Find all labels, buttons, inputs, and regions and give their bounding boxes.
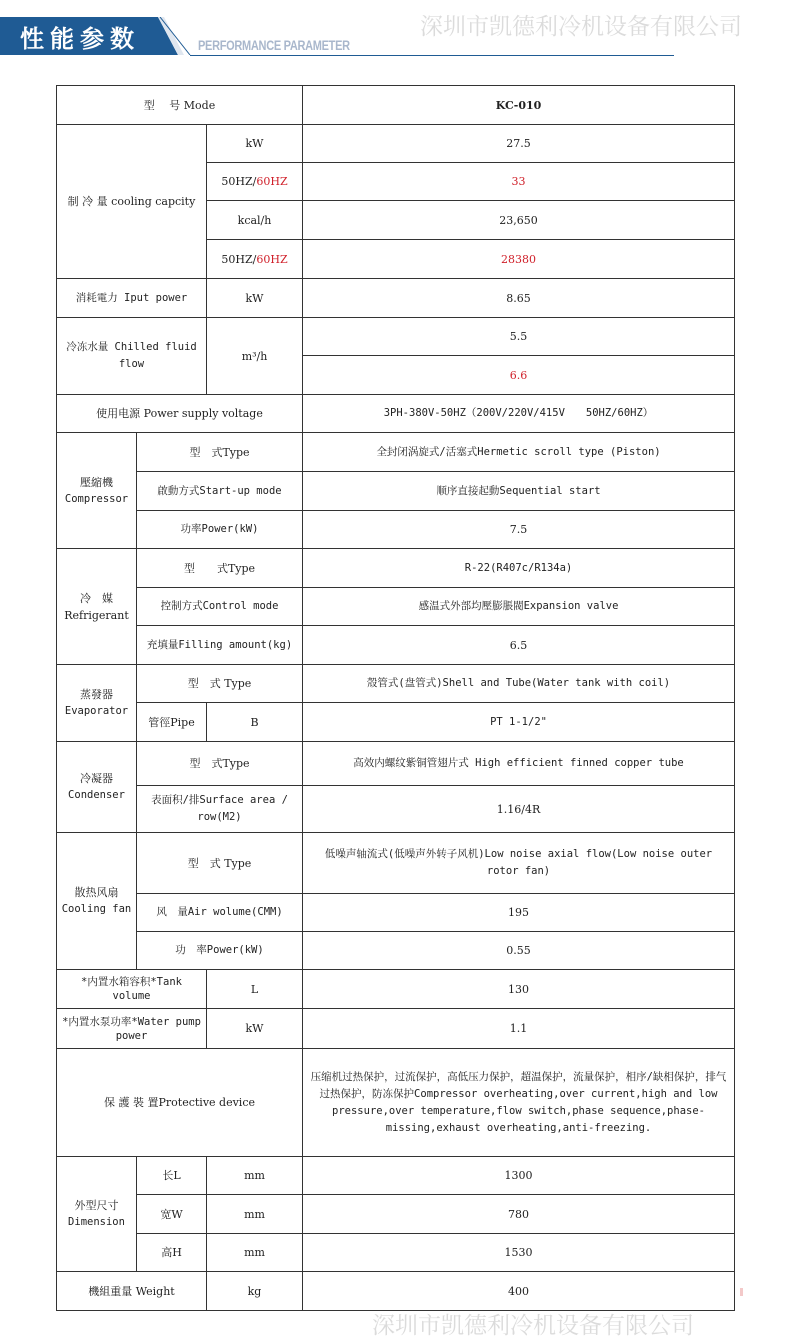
- table-row: [57, 894, 735, 932]
- input-power-value: 8.65: [303, 279, 735, 318]
- chilled-flow-value: 5.5: [303, 318, 735, 356]
- table-row: [57, 1195, 735, 1234]
- tank-unit: L: [207, 970, 303, 1009]
- row-label: 型 式Type: [137, 742, 303, 786]
- table-row: [57, 786, 735, 833]
- cooling-value: 27.5: [303, 125, 735, 163]
- table-row: [57, 665, 735, 703]
- spec-table: [56, 85, 735, 1311]
- weight-unit: kg: [207, 1272, 303, 1311]
- label-en: Refrigerant: [64, 608, 129, 622]
- row-unit: mm: [207, 1195, 303, 1234]
- row-unit: mm: [207, 1234, 303, 1272]
- chilled-flow-unit: m³/h: [207, 318, 303, 395]
- unit-60hz: 60HZ: [256, 175, 288, 188]
- label-en: Evaporator: [64, 705, 129, 717]
- row-label: 高H: [137, 1234, 207, 1272]
- model-label: 型 号 Mode: [57, 86, 303, 125]
- label-cn: 冷 媒: [80, 591, 113, 605]
- pump-value: 1.1: [303, 1009, 735, 1049]
- row-label: 宽W: [137, 1195, 207, 1234]
- row-value: 1.16/4R: [303, 786, 735, 833]
- row-value: PT 1-1/2": [303, 703, 735, 742]
- table-row: [57, 703, 735, 742]
- cooling-unit: [207, 240, 303, 279]
- cooling-value: 28380: [303, 240, 735, 279]
- supply-value: 3PH-380V-50HZ（200V/220V/415V 50HZ/60HZ）: [303, 395, 735, 433]
- tank-label: *内置水箱容积*Tank volume: [57, 970, 207, 1009]
- table-row: [57, 549, 735, 588]
- row-value: 1300: [303, 1157, 735, 1195]
- watermark: 深圳市凯德利冷机设备有限公司: [372, 1313, 694, 1339]
- table-row: [57, 433, 735, 472]
- row-label: 表面积/排Surface area / row(M2): [137, 786, 303, 833]
- weight-label: 機組重量 Weight: [57, 1272, 207, 1311]
- row-label: 啟動方式Start-up mode: [137, 472, 303, 511]
- table-row: [57, 511, 735, 549]
- row-label: 控制方式Control mode: [137, 588, 303, 626]
- cooling-unit: kW: [207, 125, 303, 163]
- table-row: [57, 125, 735, 163]
- fan-label: [57, 833, 137, 970]
- pump-unit: kW: [207, 1009, 303, 1049]
- row-unit: B: [207, 703, 303, 742]
- table-row: [57, 626, 735, 665]
- row-value: 1530: [303, 1234, 735, 1272]
- cooling-label: 制 冷 量 cooling capcity: [57, 125, 207, 279]
- row-label: 充填量Filling amount(kg): [137, 626, 303, 665]
- row-value: 低噪声轴流式(低噪声外转子风机)Low noise axial flow(Low noise outer rotor fan): [303, 833, 735, 894]
- decorative-mark: [740, 1288, 743, 1296]
- row-value: 7.5: [303, 511, 735, 549]
- row-label: 管徑Pipe: [137, 703, 207, 742]
- label-cn: 外型尺寸: [74, 1199, 119, 1212]
- table-row: [57, 395, 735, 433]
- table-row: [57, 318, 735, 356]
- row-value: 高效内螺纹紫铜管翅片式 High efficient finned copper tube: [303, 742, 735, 786]
- table-row: [57, 1009, 735, 1049]
- cooling-value: 23,650: [303, 201, 735, 240]
- table-row: [57, 279, 735, 318]
- row-value: 780: [303, 1195, 735, 1234]
- dimension-label: [57, 1157, 137, 1272]
- page-title: 性能参数: [20, 25, 140, 53]
- condenser-label: [57, 742, 137, 833]
- weight-value: 400: [303, 1272, 735, 1311]
- label-cn: 壓縮機: [80, 475, 113, 489]
- label-en: Dimension: [68, 1216, 125, 1228]
- input-power-label: 消耗電力 Iput power: [57, 279, 207, 318]
- unit-60hz: 60HZ: [256, 252, 288, 266]
- row-label: 功 率Power(kW): [137, 932, 303, 970]
- chilled-flow-label: 冷冻水量 Chilled fluid flow: [57, 318, 207, 395]
- label-en: Cooling fan: [61, 903, 132, 915]
- row-label: 型 式 Type: [137, 833, 303, 894]
- row-value: R-22(R407c/R134a): [303, 549, 735, 588]
- row-value: 0.55: [303, 932, 735, 970]
- row-label: 功率Power(kW): [137, 511, 303, 549]
- table-row: [57, 833, 735, 894]
- protective-value: 压缩机过热保护，过流保护，高低压力保护，超温保护，流量保护，相序/缺相保护，排气过热保护，防冻保护Compressor overheating,over current,high and low pressure,over temperature,flow switch,phase sequence,phase-missing,exhaust overheating,anti-freezing.: [303, 1049, 735, 1157]
- row-value: 殼管式(盘管式)Shell and Tube(Water tank with coil): [303, 665, 735, 703]
- row-unit: mm: [207, 1157, 303, 1195]
- label-en: Compressor: [64, 492, 129, 505]
- supply-label: 使用电源 Power supply voltage: [57, 395, 303, 433]
- table-row: [57, 472, 735, 511]
- table-row: [57, 1049, 735, 1157]
- table-row: [57, 1157, 735, 1195]
- watermark: 深圳市凯德利冷机设备有限公司: [420, 14, 742, 40]
- table-row: [57, 1234, 735, 1272]
- table-row: [57, 86, 735, 125]
- row-value: 感温式外部均壓膨脹閥Expansion valve: [303, 588, 735, 626]
- label-cn: 冷凝器: [80, 772, 113, 785]
- label-cn: 散热风扇: [74, 886, 119, 899]
- cooling-value: 33: [303, 163, 735, 201]
- row-label: 型 式 Type: [137, 665, 303, 703]
- header-divider: [190, 55, 674, 56]
- row-value: 195: [303, 894, 735, 932]
- row-value: 顺序直接起動Sequential start: [303, 472, 735, 511]
- row-value: 6.5: [303, 626, 735, 665]
- protective-label: 保 護 裝 置Protective device: [57, 1049, 303, 1157]
- unit-50hz: 50HZ/: [221, 175, 257, 188]
- cooling-unit: [207, 163, 303, 201]
- label-cn: 蒸發器: [80, 688, 113, 701]
- row-label: 型 式Type: [137, 549, 303, 588]
- cooling-unit: kcal/h: [207, 201, 303, 240]
- tank-value: 130: [303, 970, 735, 1009]
- table-row: [57, 1272, 735, 1311]
- model-value: KC-010: [303, 86, 735, 125]
- evaporator-label: [57, 665, 137, 742]
- page-subtitle: PERFORMANCE PARAMETER: [198, 38, 350, 54]
- row-label: 型 式Type: [137, 433, 303, 472]
- table-row: [57, 970, 735, 1009]
- row-label: 长L: [137, 1157, 207, 1195]
- label-en: Condenser: [68, 789, 125, 801]
- refrigerant-label: [57, 549, 137, 665]
- table-row: [57, 742, 735, 786]
- unit-50hz: 50HZ/: [221, 252, 257, 266]
- table-row: [57, 588, 735, 626]
- input-power-unit: kW: [207, 279, 303, 318]
- compressor-label: [57, 433, 137, 549]
- table-row: [57, 932, 735, 970]
- pump-label: *内置水泵功率*Water pump power: [57, 1009, 207, 1049]
- row-value: 全封闭涡旋式/活塞式Hermetic scroll type (Piston): [303, 433, 735, 472]
- chilled-flow-value: 6.6: [303, 356, 735, 395]
- row-label: 风 量Air wolume(CMM): [137, 894, 303, 932]
